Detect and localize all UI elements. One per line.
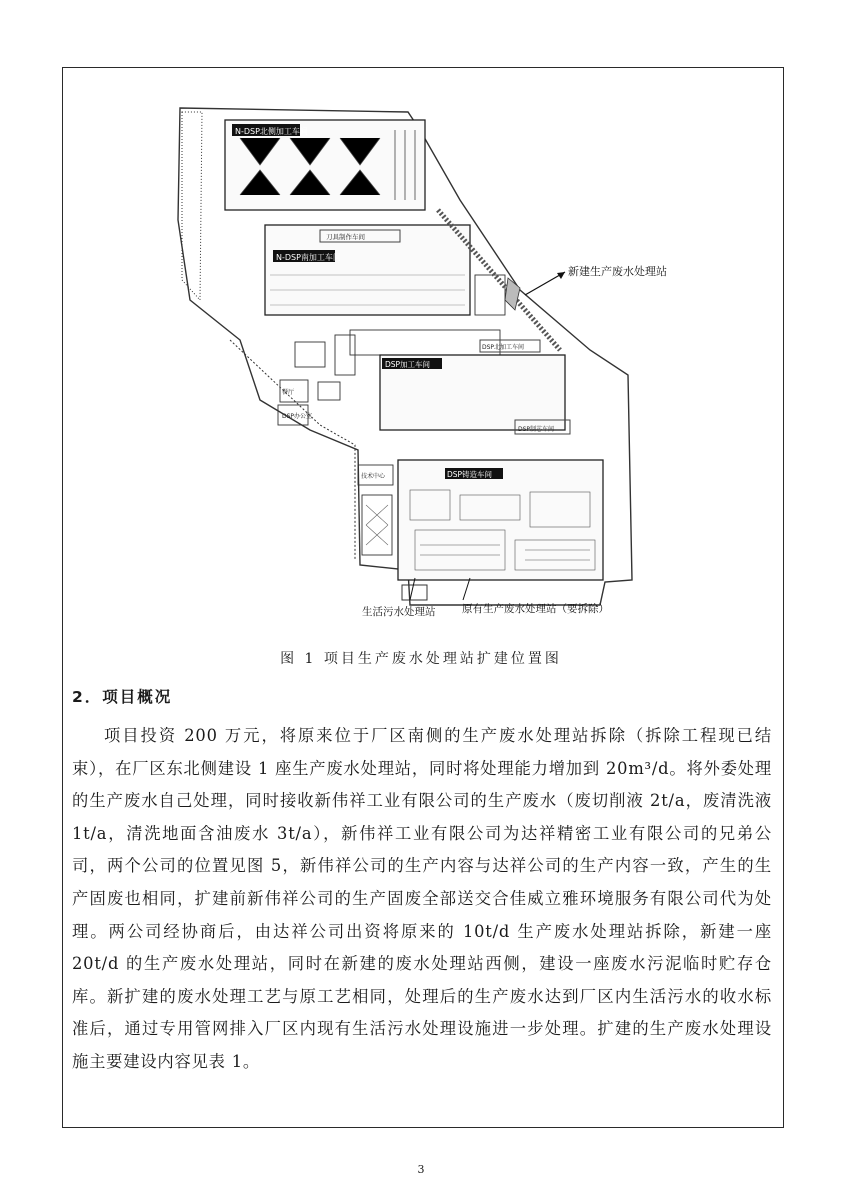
dsp-proc-label: DSP加工车间 bbox=[385, 360, 431, 369]
n-dsp-north-building bbox=[225, 120, 425, 210]
old-station-callout: 原有生产废水处理站（要拆除） bbox=[462, 603, 609, 615]
dsp-cast-label: DSP铸造车间 bbox=[447, 470, 493, 479]
body-paragraph: 项目投资 200 万元，将原来位于厂区南侧的生产废水处理站拆除（拆除工程现已结束），在厂区东北侧建设 1 座生产废水处理站，同时将处理能力增加到 20m³/d。将外委处理的生产废水自己处理，同时接收新伟祥工业有限公司的生产废水（废切削液 2t/a，废清洗液 1t/a，清洗地面含油废水 3t/a），新伟祥工业有限公司为达祥精密工业有限公司的兄弟公司，两个公司的位置见图 5，新伟祥公司的生产内容与达祥公司的生产内容一致，产生的生产固废也相同，扩建前新伟祥公司的生产固废全部送交合佳威立雅环境服务有限公司代为处理。两公司经协商后，由达祥公司出资将原来的 10t/d 生产废水处理站拆除，新建一座 20t/d 的生产废水处理站，同时在新建的废水处理站西侧，建设一座废水污泥临时贮存仓库。新扩建的废水处理工艺与原工艺相同，处理后的生产废水达到厂区内生活污水的收水标准后，通过专用管网排入厂区内现有生活污水处理设施进一步处理。扩建的生产废水处理设施主要建设内容见表 1。 bbox=[72, 726, 772, 1071]
n-dsp-north-label: N-DSP北侧加工车间 bbox=[235, 127, 308, 136]
dsp-north-proc-label: DSP北加工车间 bbox=[482, 344, 525, 351]
section-heading: 2．项目概况 bbox=[72, 688, 173, 706]
page-number: 3 bbox=[417, 1163, 425, 1176]
new-station-callout: 新建生产废水处理站 bbox=[568, 265, 667, 278]
dsp-office-label: DSP办公室 bbox=[282, 413, 313, 420]
dsp-cast-building bbox=[398, 460, 603, 600]
figure-caption: 图 1 项目生产废水处理站扩建位置图 bbox=[280, 651, 562, 667]
n-dsp-south-building bbox=[265, 225, 470, 315]
dsp-proc-building bbox=[380, 340, 570, 434]
dining-label: 餐厅 bbox=[282, 389, 295, 396]
dsp-mold-label: DSP制芯车间 bbox=[518, 426, 555, 433]
tech-center-label: 技术中心 bbox=[361, 473, 386, 480]
tool-shop-label: 刀具制作车间 bbox=[326, 233, 365, 241]
site-plan-figure bbox=[170, 100, 667, 625]
n-dsp-south-label: N-DSP南加工车间 bbox=[276, 253, 341, 262]
domestic-station-callout: 生活污水处理站 bbox=[362, 606, 436, 618]
